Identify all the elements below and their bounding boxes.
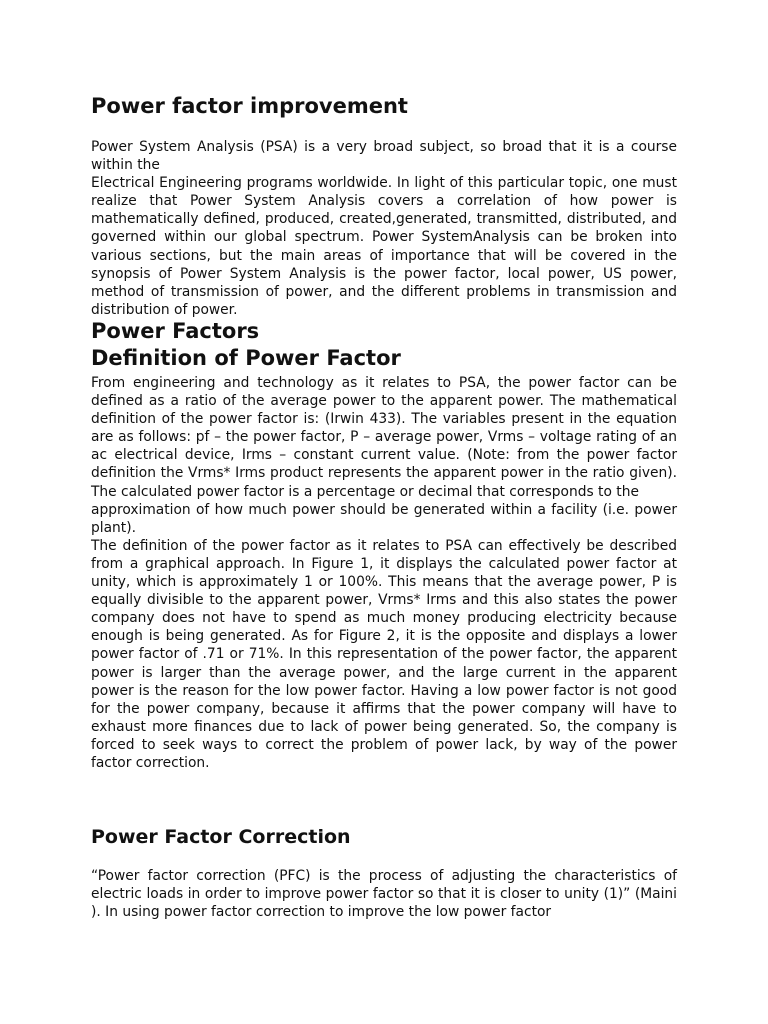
correction-paragraph-1: “Power factor correction (PFC) is the process of adjusting the characteristics of electric loads in order to improve power factor so that it is closer to unity (1)” (Maini ). In using power factor correction to improve the low power factor xyxy=(91,868,677,921)
heading-power-factors: Power Factors xyxy=(91,319,260,343)
definition-paragraph-3: The definition of the power factor as it relates to PSA can effectively be described from a graphical approach. In Figure 1, it displays the calculated power factor at unity, which is approximately 1 or 100%. This means that the average power, P is equally divisible to the apparent power, Vrms* Irms and this also states the power company does not have to spend as much money producing electricity because enough is being generated. As for Figure 2, it is the opposite and displays a lower power factor of .71 or 71%. In this representation of the power factor, the apparent power is larger than the average power, and the large current in the apparent power is the reason for the low power factor. Having a low power factor is not good for the power company, because it affirms that the power company will have to exhaust more finances due to lack of power being generated. So, the company is forced to seek ways to correct the problem of power lack, by way of the power factor correction. xyxy=(91,537,677,771)
intro-paragraph-1: Power System Analysis (PSA) is a very broad subject, so broad that it is a course within the xyxy=(91,139,677,174)
heading-power-factor-correction: Power Factor Correction xyxy=(91,826,351,848)
intro-section xyxy=(91,138,677,319)
power-factors-section xyxy=(91,318,677,772)
definition-paragraph-1: From engineering and technology as it relates to PSA, the power factor can be defined as a ratio of the average power to the apparent power. The mathematical definition of the power factor is: (Irwin 433). The variables present in the equation are as follows: pf – the power factor, P – average power, Vrms – voltage rating of an ac electrical device, Irms – constant current value. (Note: from the power factor definition the Vrms* Irms product represents the apparent power in the ratio given). The calculated power factor is a percentage or decimal that corresponds to the xyxy=(91,375,677,500)
intro-paragraph-2: Electrical Engineering programs worldwide. In light of this particular topic, one must realize that Power System Analysis covers a correlation of how power is mathematically defined, produced, created,generated, transmitted, distributed, and governed within our global spectrum. Power SystemAnalysis can be broken into various sections, but the main areas of importance that will be covered in the synopsis of Power System Analysis is the power factor, local power, US power, method of transmission of power, and the different problems in transmission and distribution of power. xyxy=(91,175,677,318)
document-title: Power factor improvement xyxy=(91,94,408,118)
definition-paragraph-2: approximation of how much power should be generated within a facility (i.e. power plant). xyxy=(91,501,677,536)
power-factor-correction-section xyxy=(91,824,677,921)
heading-definition-of-power-factor: Definition of Power Factor xyxy=(91,346,401,370)
